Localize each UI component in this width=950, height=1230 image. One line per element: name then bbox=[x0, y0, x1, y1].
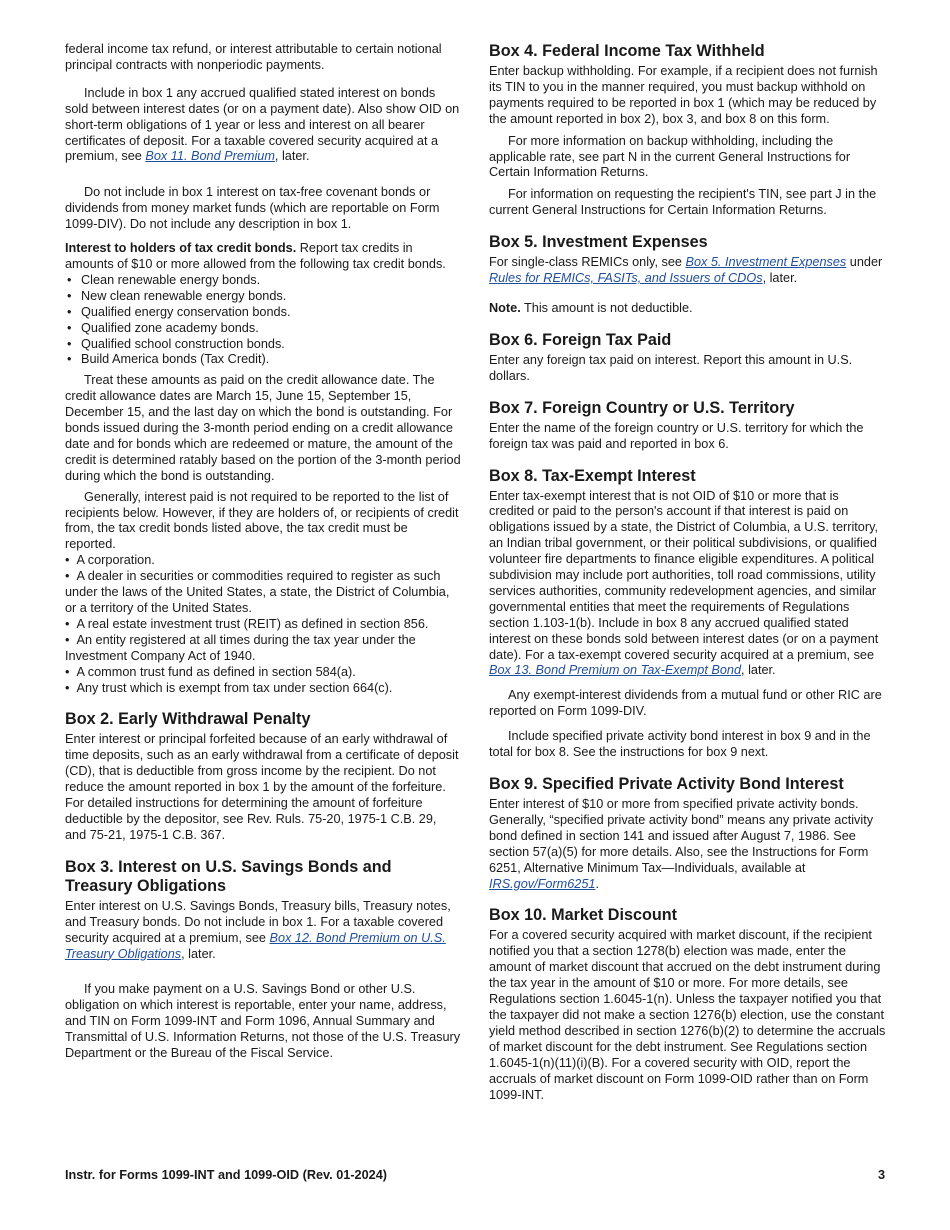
paragraph: Include in box 1 any accrued qualified stated interest on bonds sold between interest dates (or on a payment date). Also show OID on short-term obligations of 1 year or less and interest on all bearer certificates of deposit. For a taxable covered security acquired at a premium, see Box 11. Bond Premium, later. bbox=[65, 85, 460, 164]
list-item: • Qualified zone academy bonds. bbox=[67, 320, 259, 335]
paragraph: For a covered security acquired with market discount, if the recipient notified you that a section 1278(b) election was made, enter the amount of market discount that accrued on the debt instrument during the tax year in the amount of $10 or more. For more details, see Regulations section 1.6045-1(n). Unless the taxpayer notified you that the taxpayer did not make a section 1276(b) election, use the constant yield method described in section 1276(b)(2) to determine the accruals of market discount for the debt instrument. See Regulations section 1.6045-1(n)(11)(i)(B). For a covered security with OID, report the accruals of market discount on Form 1099-OID rather than on Form 1099-INT. bbox=[489, 928, 886, 1102]
paragraph: For more information on backup withholding, including the applicable rate, see part N in the current General Instructions for Certain Information Returns. bbox=[489, 133, 851, 180]
section-heading-box4: Box 4. Federal Income Tax Withheld bbox=[489, 42, 765, 60]
paragraph: Enter backup withholding. For example, if a recipient does not furnish its TIN to you in the manner required, you must backup withhold on payments required to be reported in box 1 (which may be reduced by the amount reported in box 2), box 3, and box 8 on this form. bbox=[489, 64, 878, 126]
section-heading-box6: Box 6. Foreign Tax Paid bbox=[489, 330, 672, 349]
list-item: • A dealer in securities or commodities required to register as such under the laws of the United States, a state, the District of Columbia, or a territory of the United States. bbox=[65, 569, 450, 615]
list-item: • A common trust fund as defined in section 584(a). bbox=[65, 664, 356, 679]
footer-title: Instr. for Forms 1099-INT and 1099-OID (Rev. 01-2024) bbox=[65, 1168, 387, 1182]
note: Note. This amount is not deductible. bbox=[489, 300, 693, 315]
list-item: • Any trust which is exempt from tax under section 664(c). bbox=[65, 680, 393, 695]
list-item: • Clean renewable energy bonds. bbox=[67, 272, 261, 287]
list-item: • Qualified school construction bonds. bbox=[67, 336, 285, 351]
paragraph: For single-class REMICs only, see Box 5. Investment Expenses under Rules for REMICs, FASITs, and Issuers of CDOs, later. bbox=[489, 255, 883, 286]
irs-form6251-link[interactable]: IRS.gov/Form6251 bbox=[489, 876, 596, 891]
section-heading-box3: Box 3. Interest on U.S. Savings Bonds and Treasury Obligations bbox=[65, 857, 392, 895]
box13-link[interactable]: Box 13. Bond Premium on Tax-Exempt Bond bbox=[489, 663, 742, 678]
list-item: • A real estate investment trust (REIT) as defined in section 856. bbox=[65, 616, 429, 631]
bullet-list bbox=[65, 553, 461, 696]
page-number: 3 bbox=[877, 1168, 885, 1182]
section-heading-box9: Box 9. Specified Private Activity Bond Interest bbox=[489, 775, 844, 793]
remic-rules-link[interactable]: Rules for REMICs, FASITs, and Issuers of CDOs bbox=[489, 271, 763, 286]
section-heading-box2: Box 2. Early Withdrawal Penalty bbox=[65, 710, 311, 729]
paragraph: Enter interest or principal forfeited because of an early withdrawal of time deposits, such as an early withdrawal from a certificate of deposit (CD), that is deductible from gross income by the recipient. Do not reduce the amount reported in box 1 by the amount of the forfeiture. For detailed instructions for determining the amount of forfeiture deductible by the depositor, see Rev. Ruls. 75-20, 1975-1 C.B. 29, and 75-21, 1975-1 C.B. 367. bbox=[65, 732, 459, 842]
paragraph: Enter any foreign tax paid on interest. Report this amount in U.S. dollars. bbox=[489, 352, 853, 383]
list-item: • Build America bonds (Tax Credit). bbox=[67, 352, 270, 367]
right-column bbox=[489, 42, 887, 1103]
section-heading-box10: Box 10. Market Discount bbox=[489, 906, 678, 925]
section-heading-box7: Box 7. Foreign Country or U.S. Territory bbox=[489, 398, 795, 417]
paragraph: Enter interest of $10 or more from specified private activity bonds. Generally, “specified private activity bond” means any private activity bond defined in section 141 and issued after August 7, 1986. See section 57(a)(5) for more details. Also, see the Instructions for Form 6251, Alternative Minimum Tax—Individuals, available at IRS.gov/Form6251. bbox=[489, 797, 874, 891]
paragraph: For information on requesting the recipient's TIN, see part J in the current General Instructions for Certain Information Returns. bbox=[489, 187, 877, 218]
bullet-list bbox=[65, 273, 461, 368]
paragraph: Interest to holders of tax credit bonds. Report tax credits in amounts of $10 or more allowed from the following tax credit bonds. bbox=[65, 241, 446, 271]
list-item: • Qualified energy conservation bonds. bbox=[67, 304, 291, 319]
paragraph: Enter the name of the foreign country or U.S. territory for which the foreign tax was paid and reported in box 6. bbox=[489, 420, 864, 451]
paragraph: Enter interest on U.S. Savings Bonds, Treasury bills, Treasury notes, and Treasury bonds. Do not include in box 1. For a taxable covered security acquired at a premium, see Box 12. Bond Premium on U.S. Treasury Obligations, later. bbox=[65, 898, 451, 961]
section-heading-box5: Box 5. Investment Expenses bbox=[489, 233, 708, 252]
box11-link[interactable]: Box 11. Bond Premium bbox=[145, 149, 275, 164]
paragraph: federal income tax refund, or interest attributable to certain notional principal contracts with nonperiodic payments. bbox=[65, 42, 442, 72]
list-item: • An entity registered at all times during the tax year under the Investment Company Act of 1940. bbox=[65, 632, 416, 663]
box12-link[interactable]: Box 12. Bond Premium on U.S. Treasury Obligations bbox=[65, 930, 446, 961]
left-column bbox=[65, 42, 461, 1062]
list-item: • A corporation. bbox=[65, 553, 155, 568]
paragraph: Generally, interest paid is not required to be reported to the list of recipients below. However, if they are holders of, or recipients of credit from, the tax credit bonds listed above, the tax credit must be reported. bbox=[65, 489, 459, 552]
run-in-heading: Interest to holders of tax credit bonds. bbox=[65, 241, 297, 256]
paragraph: Do not include in box 1 interest on tax-free covenant bonds or dividends from money market funds (which are reportable on Form 1099-DIV). Do not include any description in box 1. bbox=[65, 185, 440, 232]
paragraph: Enter tax-exempt interest that is not OID of $10 or more that is credited or paid to the person's account if that interest is paid on obligations issued by a state, the District of Columbia, a U.S. territory, an Indian tribal government, or their political subdivisions, or qualified volunteer fire departments to finance eligible expenditures. A political subdivision may include port authorities, toll road commissions, utility services authorities, community redevelopment agencies, and similar governmental entities that meet the requirements of Regulations section 1.103-1(b). Include in box 8 any accrued qualified stated interest on these bonds sold between interest dates (or on a payment date). For a tax-exempt covered security acquired at a premium, see Box 13. Bond Premium on Tax-Exempt Bond, later. bbox=[489, 488, 879, 678]
paragraph: Include specified private activity bond interest in box 9 and in the total for box 8. See the instructions for box 9 next. bbox=[489, 729, 871, 760]
page-footer bbox=[65, 1168, 885, 1184]
paragraph: Any exempt-interest dividends from a mutual fund or other RIC are reported on Form 1099-DIV. bbox=[489, 688, 882, 719]
paragraph: Treat these amounts as paid on the credit allowance date. The credit allowance dates are March 15, June 15, September 15, December 15, and the last day on which the bond is outstanding. For bonds issued during the 3-month period ending on a credit allowance date and for bonds which are redeemed or mature, the amount of the credit is determined ratably based on the portion of the 3-month period during which the bond is outstanding. bbox=[65, 373, 461, 483]
list-item: • New clean renewable energy bonds. bbox=[67, 288, 287, 303]
paragraph: If you make payment on a U.S. Savings Bond or other U.S. obligation on which interest is reportable, enter your name, address, and TIN on Form 1099-INT and Form 1096, Annual Summary and Transmittal of U.S. Information Returns, not those of the U.S. Treasury Department or the Bureau of the Fiscal Service. bbox=[65, 982, 461, 1061]
box5-link[interactable]: Box 5. Investment Expenses bbox=[685, 255, 847, 270]
section-heading-box8: Box 8. Tax-Exempt Interest bbox=[489, 466, 696, 485]
